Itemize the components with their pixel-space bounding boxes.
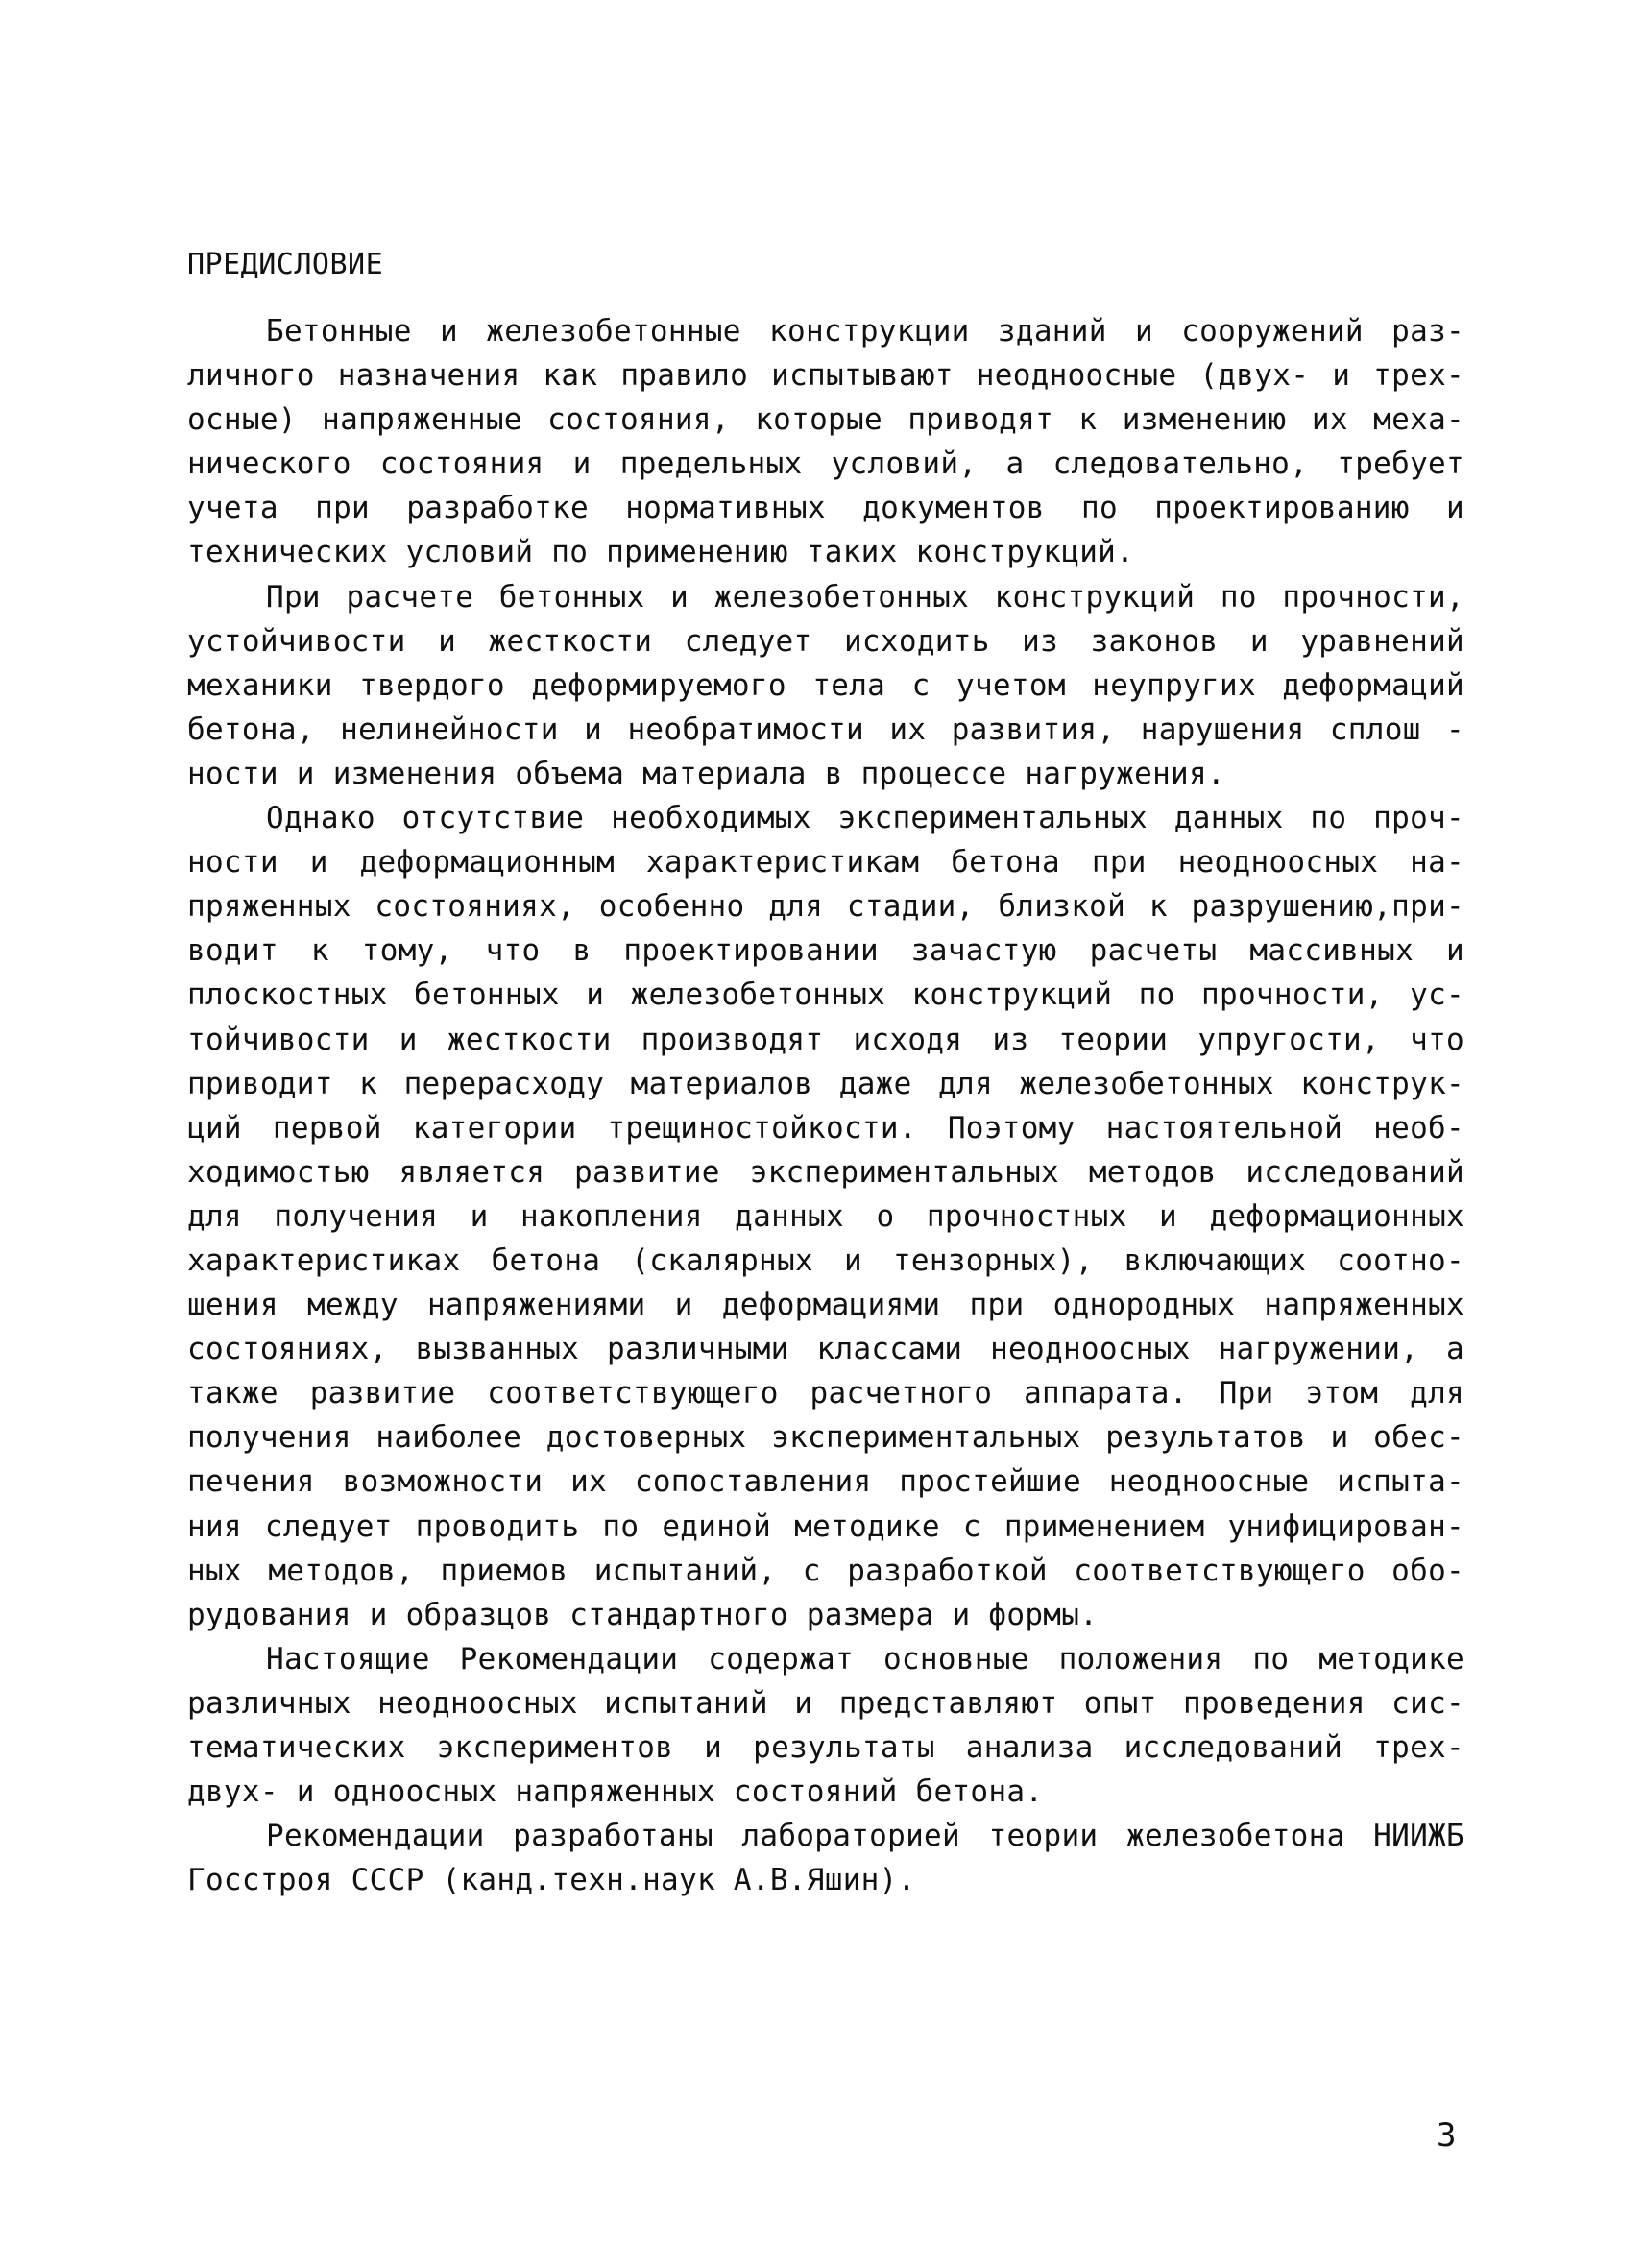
- text-line: устойчивости и жесткости следует исходить из законов и уравнений: [187, 623, 1464, 659]
- text-line: рудования и образцов стандартного размера и формы.: [187, 1597, 1099, 1632]
- page-number: 3: [1437, 2116, 1457, 2155]
- text-line: ния следует проводить по единой методике с применением унифицирован-: [187, 1508, 1464, 1544]
- text-line: ности и деформационным характеристикам бетона при неодноосных на-: [187, 845, 1464, 881]
- text-line: Настоящие Рекомендации содержат основные положения по методике: [266, 1641, 1464, 1677]
- text-line: пряженных состояниях, особенно для стадии, близкой к разрушению,при-: [187, 889, 1464, 925]
- text-line: плоскостных бетонных и железобетонных конструкций по прочности, ус-: [187, 977, 1464, 1013]
- text-line: водит к тому, что в проектировании зачастую расчеты массивных и: [187, 933, 1464, 969]
- text-line: бетона, нелинейности и необратимости их развития, нарушения сплош -: [187, 712, 1464, 747]
- text-line: состояниях, вызванных различными классами неодноосных нагружении, а: [187, 1332, 1464, 1367]
- text-line: тойчивости и жесткости производят исходя из теории упругости, что: [187, 1022, 1464, 1057]
- text-line: различных неодноосных испытаний и представляют опыт проведения сис-: [187, 1685, 1464, 1721]
- text-line: печения возможности их сопоставления простейшие неодноосные испыта-: [187, 1464, 1464, 1500]
- text-line: ций первой категории трещиностойкости. Поэтому настоятельной необ-: [187, 1110, 1464, 1146]
- text-line: приводит к перерасходу материалов даже для железобетонных конструк-: [187, 1066, 1464, 1101]
- text-line: осные) напряженные состояния, которые приводят к изменению их меха-: [187, 402, 1464, 438]
- text-line: характеристиках бетона (скалярных и тензорных), включающих соотно-: [187, 1243, 1464, 1278]
- text-line: механики твердого деформируемого тела с учетом неупругих деформаций: [187, 667, 1464, 703]
- text-line: ных методов, приемов испытаний, с разработкой соответствующего обо-: [187, 1553, 1464, 1588]
- text-line: Бетонные и железобетонные конструкции зданий и сооружений раз-: [266, 314, 1464, 349]
- text-line: шения между напряжениями и деформациями при однородных напряженных: [187, 1288, 1464, 1323]
- preface-body: [187, 309, 1464, 1902]
- text-line: для получения и накопления данных о прочностных и деформационных: [187, 1198, 1464, 1234]
- text-line: тематических экспериментов и результаты анализа исследований трех-: [187, 1730, 1464, 1765]
- text-line: ности и изменения объема материала в процессе нагружения.: [187, 756, 1225, 791]
- text-line: также развитие соответствующего расчетного аппарата. При этом для: [187, 1376, 1464, 1411]
- text-line: Однако отсутствие необходимых экспериментальных данных по проч-: [266, 801, 1464, 836]
- text-line: Госстроя СССР (канд.техн.наук А.В.Яшин).: [187, 1863, 916, 1898]
- text-line: нического состояния и предельных условий, а следовательно, требует: [187, 446, 1464, 482]
- text-line: ходимостью является развитие экспериментальных методов исследований: [187, 1154, 1464, 1190]
- page-title: ПРЕДИСЛОВИЕ: [187, 248, 384, 281]
- text-line: учета при разработке нормативных документов по проектированию и: [187, 491, 1464, 526]
- text-line: технических условий по применению таких конструкций.: [187, 535, 1135, 570]
- text-line: двух- и одноосных напряженных состояний бетона.: [187, 1774, 1044, 1810]
- text-line: Рекомендации разработаны лабораторией теории железобетона НИИЖБ: [266, 1819, 1464, 1854]
- text-line: При расчете бетонных и железобетонных конструкций по прочности,: [266, 579, 1464, 615]
- text-line: получения наиболее достоверных экспериментальных результатов и обес-: [187, 1420, 1464, 1456]
- text-line: личного назначения как правило испытывают неодноосные (двух- и трех-: [187, 358, 1464, 394]
